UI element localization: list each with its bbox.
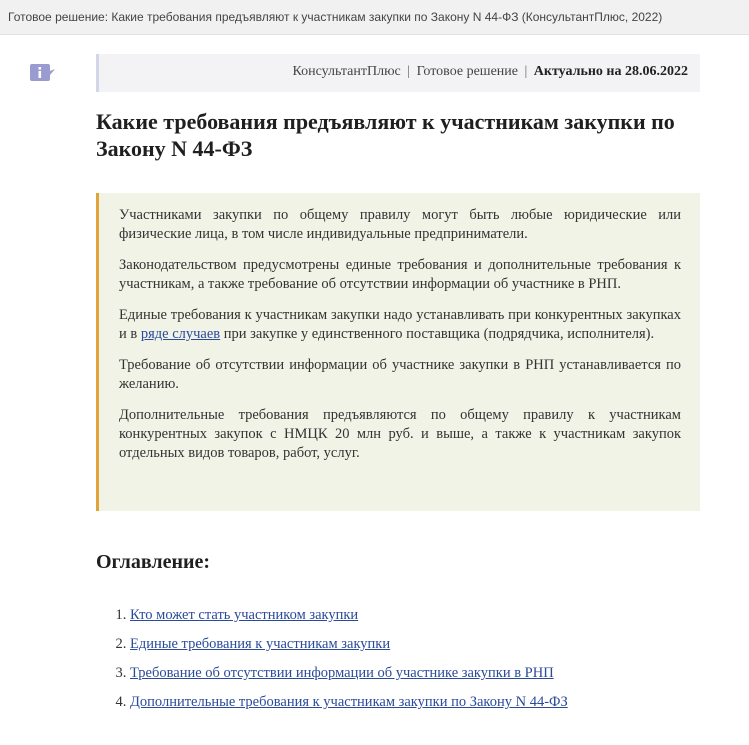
meta-doc-type: Готовое решение xyxy=(416,64,518,79)
document-meta-bar xyxy=(96,54,700,92)
summary-paragraph: Требование об отсутствии информации об участнике закупки в РНП устанавливается по желанию. xyxy=(119,357,681,392)
meta-separator: | xyxy=(524,64,528,79)
toc-link[interactable]: Единые требования к участникам закупки xyxy=(130,636,391,652)
toc-list xyxy=(96,605,568,721)
toc-item xyxy=(130,634,568,663)
summary-paragraph xyxy=(119,306,681,344)
toc-item xyxy=(130,663,568,692)
toc-item xyxy=(130,605,568,634)
meta-separator: | xyxy=(407,64,411,79)
toc-link[interactable]: Дополнительные требования к участникам закупки по Закону N 44-ФЗ xyxy=(130,694,568,710)
summary-box xyxy=(96,193,700,511)
info-icon[interactable] xyxy=(30,63,56,82)
cases-link[interactable]: ряде случаев xyxy=(140,326,221,342)
toc-link[interactable]: Кто может стать участником закупки xyxy=(130,607,359,623)
summary-paragraph: Дополнительные требования предъявляются по общему правилу к участникам конкурентных закупок с НМЦК 20 млн руб. и выше, а также к участникам закупок отдельных видов товаров, работ, услуг. xyxy=(119,407,681,461)
meta-source: КонсультантПлюс xyxy=(292,64,401,79)
toc-title: Оглавление: xyxy=(96,551,211,573)
summary-text: Единые требования к участникам закупки надо устанавливать при конкурентных закупках и в xyxy=(119,307,681,342)
meta-actual-date: Актуально на 28.06.2022 xyxy=(533,64,688,79)
summary-text: при закупке у единственного поставщика (подрядчика, исполнителя). xyxy=(220,326,655,342)
window-title: Готовое решение: Какие требования предъявляют к участникам закупки по Закону N 44-ФЗ (КонсультантПлюс, 2022) xyxy=(0,0,749,35)
page-title: Какие требования предъявляют к участникам закупки по Закону N 44-ФЗ xyxy=(96,109,675,161)
toc-item xyxy=(130,692,568,721)
summary-paragraph: Законодательством предусмотрены единые требования и дополнительные требования к участникам, а также требование об отсутствии информации об участнике в РНП. xyxy=(119,257,681,292)
summary-paragraph: Участниками закупки по общему правилу могут быть любые юридические или физические лица, в том числе индивидуальные предприниматели. xyxy=(119,207,681,242)
toc-link[interactable]: Требование об отсутствии информации об участнике закупки в РНП xyxy=(130,665,554,681)
